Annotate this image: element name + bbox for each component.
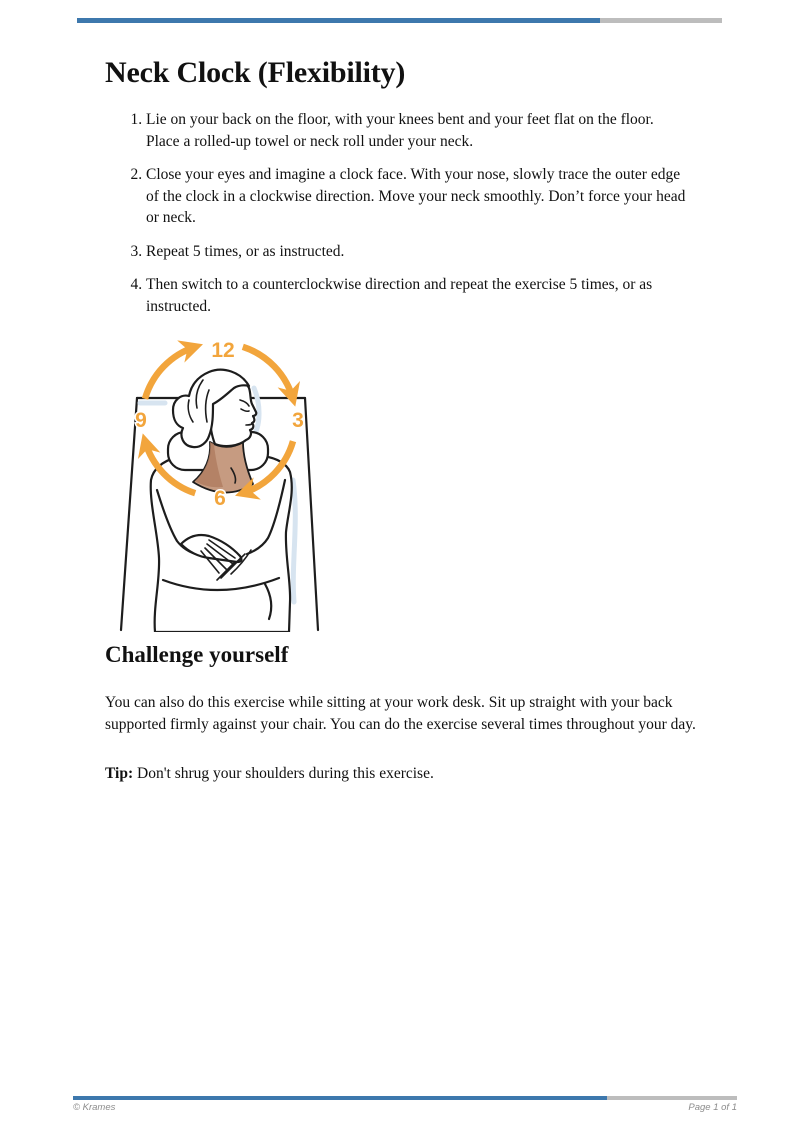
tip-text: Don't shrug your shoulders during this exercise. [137,765,434,782]
challenge-heading: Challenge yourself [105,642,289,667]
footer-copyright: © Krames [73,1102,116,1113]
step-item: 2. Close your eyes and imagine a clock face. With your nose, slowly trace the outer edge of the clock in a clockwise direction. Move your neck smoothly. Don’t force your head or neck. [146,164,687,229]
clock-label-3: 3 [292,409,304,432]
step-item: 1. Lie on your back on the floor, with your knees bent and your feet flat on the floor. Place a rolled-up towel or neck roll under your neck. [146,109,687,152]
exercise-steps-list [105,109,687,329]
top-rule-blue-segment [77,18,600,23]
clock-label-9: 9 [135,409,147,432]
top-rule [77,18,722,23]
step-item: 4. Then switch to a counterclockwise direction and repeat the exercise 5 times, or as instructed. [146,274,687,317]
step-item: 3. Repeat 5 times, or as instructed. [146,241,687,263]
footer-rule-blue-segment [73,1096,607,1100]
challenge-paragraph: You can also do this exercise while sitting at your work desk. Sit up straight with your back supported firmly against your chair. You can do the exercise several times throughout your day. [105,694,696,733]
footer-page-info: Page 1 of 1 [688,1102,737,1113]
clock-label-6: 6 [214,487,226,510]
footer-rule-gray-segment [607,1096,737,1100]
clock-label-12: 12 [211,339,235,362]
page-title: Neck Clock (Flexibility) [105,56,406,89]
person-head [173,370,256,447]
top-rule-gray-segment [600,18,722,23]
tip-paragraph [105,763,706,785]
tip-label: Tip: [105,765,134,782]
footer-rule [73,1096,737,1100]
footer [73,1102,737,1113]
exercise-illustration [113,330,333,632]
